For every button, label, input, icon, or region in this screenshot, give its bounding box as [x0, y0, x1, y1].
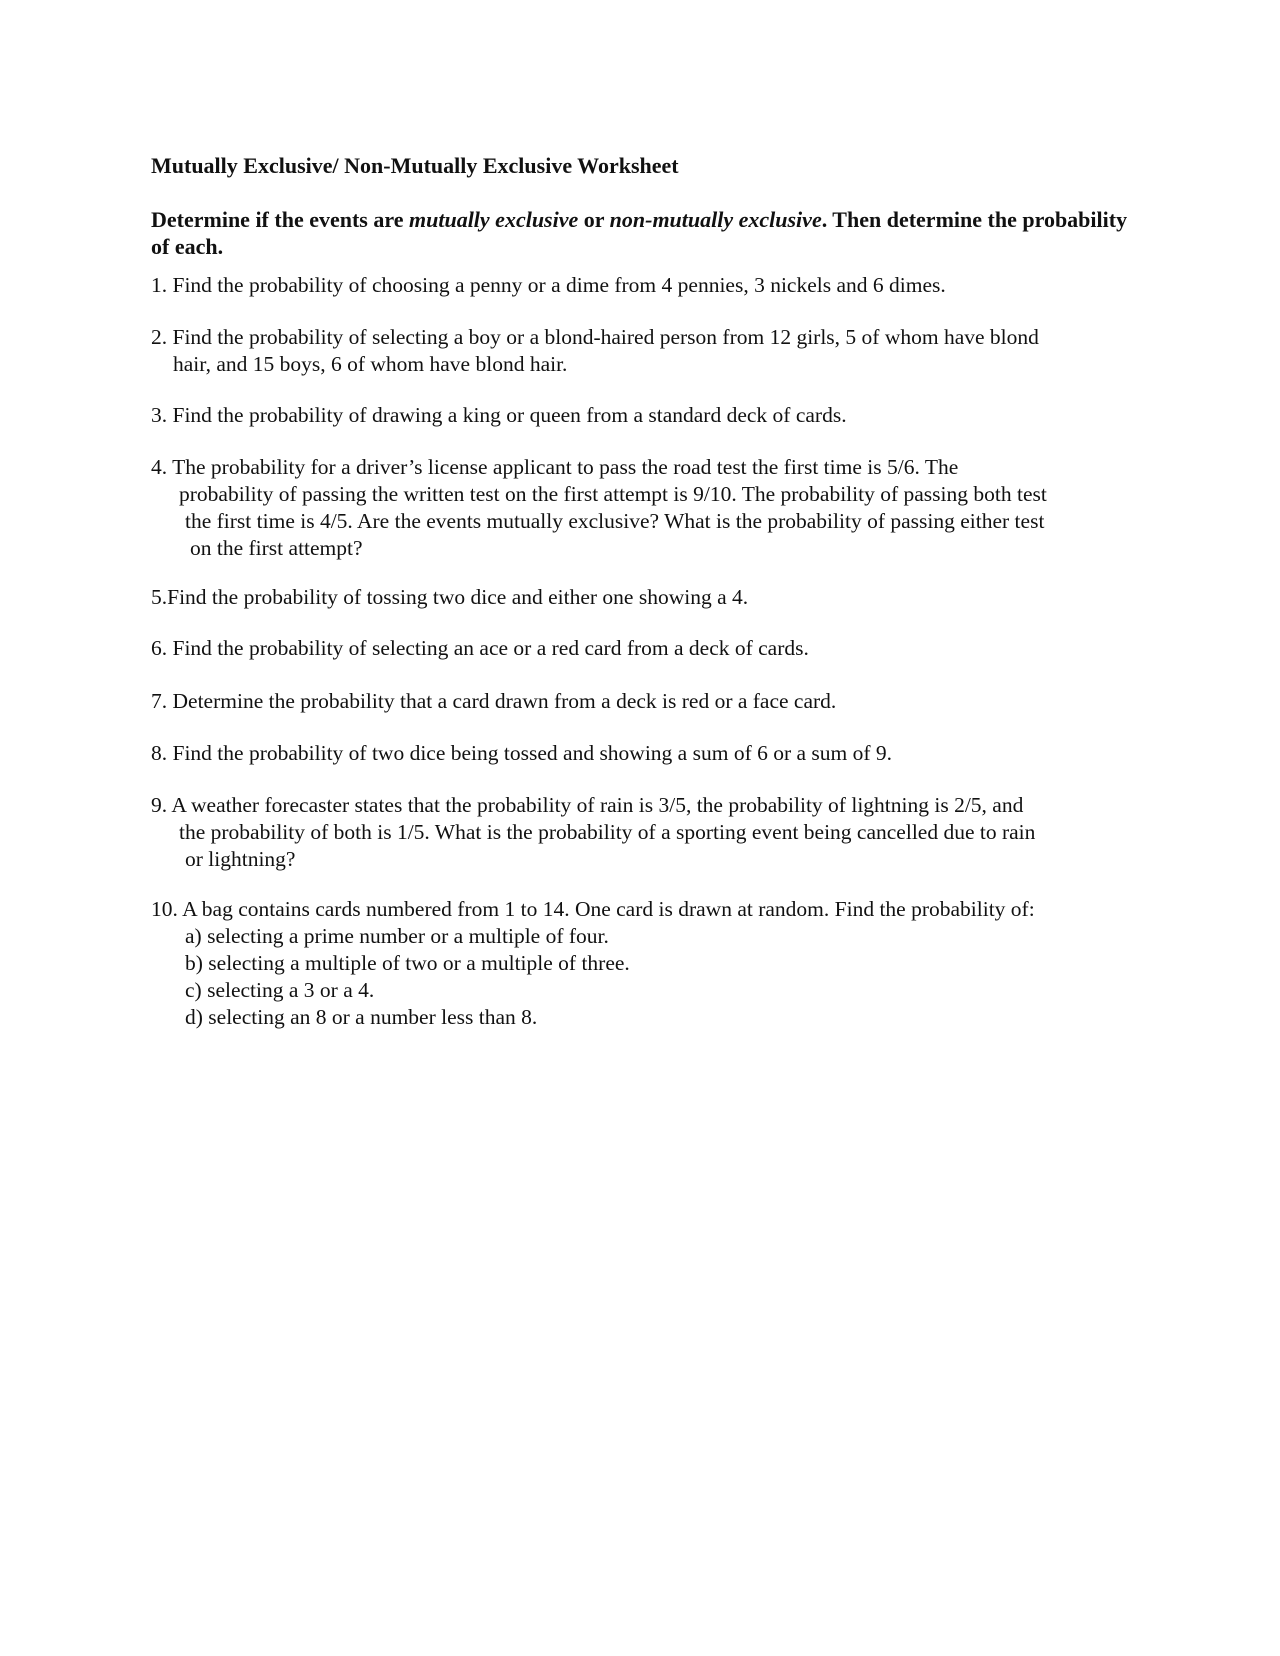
question-8 [151, 740, 892, 767]
question-7 [151, 688, 836, 715]
question-line: 5.Find the probability of tossing two dice and either one showing a 4. [151, 585, 749, 609]
question-line: 2. Find the probability of selecting a boy or a blond-haired person from 12 girls, 5 of whom have blond [151, 325, 1039, 349]
instructions-text-2: or [578, 207, 610, 232]
question-line: on the first attempt? [190, 536, 363, 560]
question-line: 7. Determine the probability that a card drawn from a deck is red or a face card. [151, 689, 837, 713]
question-6 [151, 635, 809, 662]
worksheet-title: Mutually Exclusive/ Non-Mutually Exclusive Worksheet [151, 153, 679, 178]
question-subpart-c: c) selecting a 3 or a 4. [185, 978, 375, 1002]
question-line: 4. The probability for a driver’s license applicant to pass the road test the first time is 5/6. The [151, 455, 959, 479]
question-subpart-d: d) selecting an 8 or a number less than 8. [185, 1005, 538, 1029]
question-line: 8. Find the probability of two dice being tossed and showing a sum of 6 or a sum of 9. [151, 741, 893, 765]
question-line: probability of passing the written test on the first attempt is 9/10. The probability of passing both test [179, 482, 1047, 506]
question-1 [151, 272, 946, 299]
question-line: 3. Find the probability of drawing a king or queen from a standard deck of cards. [151, 403, 847, 427]
question-3 [151, 402, 847, 429]
instructions [151, 206, 1131, 260]
question-line: the probability of both is 1/5. What is the probability of a sporting event being cancelled due to rain [179, 820, 1036, 844]
question-line: or lightning? [185, 847, 296, 871]
question-2 [151, 324, 1039, 378]
instructions-term-non-mutually-exclusive: non-mutually exclusive [609, 207, 822, 232]
question-line: 10. A bag contains cards numbered from 1 to 14. One card is drawn at random. Find the probability of: [151, 897, 1035, 921]
question-line: hair, and 15 boys, 6 of whom have blond hair. [173, 352, 568, 376]
question-line: 1. Find the probability of choosing a penny or a dime from 4 pennies, 3 nickels and 6 dimes. [151, 273, 946, 297]
question-5 [151, 584, 748, 611]
question-9 [151, 792, 1035, 873]
question-line: 6. Find the probability of selecting an ace or a red card from a deck of cards. [151, 636, 809, 660]
question-10 [151, 896, 1035, 1031]
question-subpart-a: a) selecting a prime number or a multiple of four. [185, 924, 609, 948]
instructions-text-1: Determine if the events are [151, 207, 409, 232]
question-line: the first time is 4/5. Are the events mutually exclusive? What is the probability of passing either test [185, 509, 1045, 533]
instructions-term-mutually-exclusive: mutually exclusive [409, 207, 579, 232]
instructions-text-3: . Then determine the probability of each. [151, 207, 1128, 259]
question-line: 9. A weather forecaster states that the probability of rain is 3/5, the probability of lightning is 2/5, and [151, 793, 1024, 817]
question-subpart-b: b) selecting a multiple of two or a multiple of three. [185, 951, 630, 975]
question-4 [151, 454, 1047, 562]
